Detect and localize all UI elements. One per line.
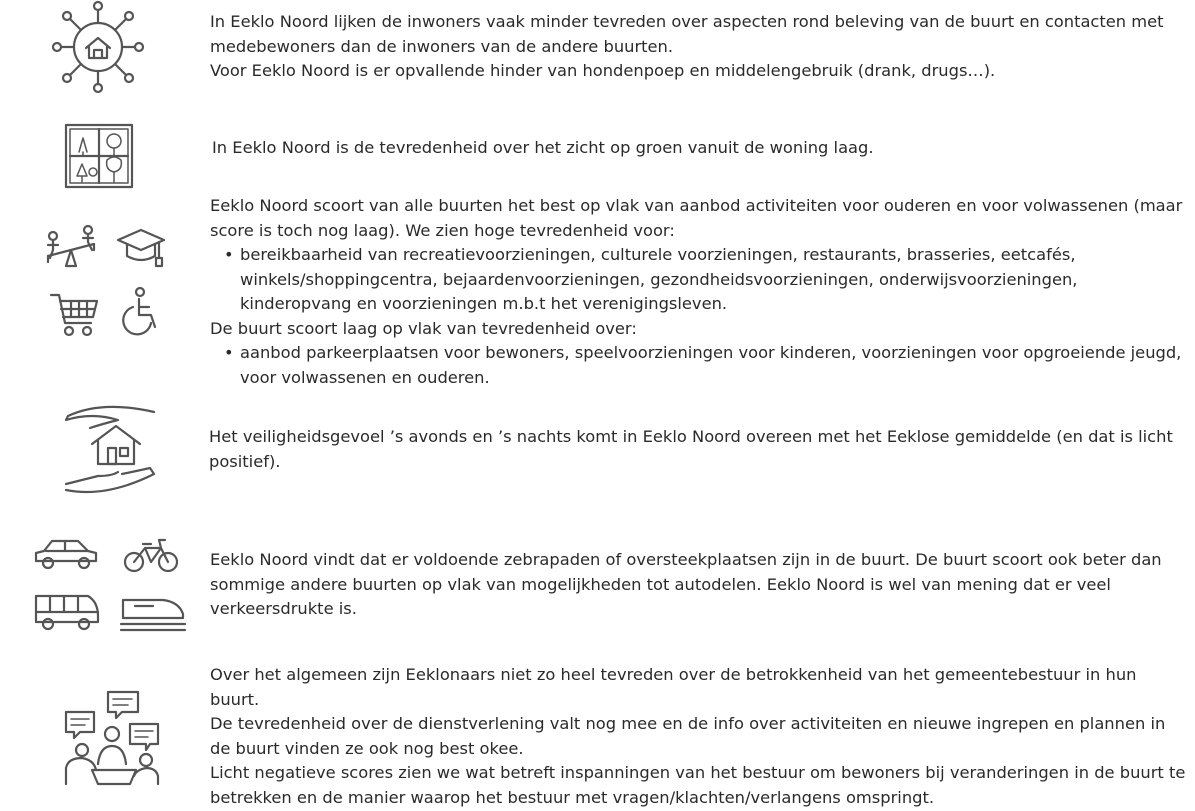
positive-list <box>210 243 1185 317</box>
section-governance <box>210 663 1190 810</box>
section-facilities <box>210 194 1185 390</box>
train-icon <box>119 596 187 632</box>
facilities-intro: Eeklo Noord scoort van alle buurten het best op vlak van aanbod activiteiten voor ouderen en voor volwassenen (maar score is toch nog laag). We zien hoge tevredenheid voor: <box>210 196 1183 240</box>
list-item: • aanbod parkeerplaatsen voor bewoners, speelvoorzieningen voor kinderen, voorzieningen voor opgroeiende jeugd, voor volwassenen en ouderen. <box>240 341 1185 390</box>
car-icon <box>32 537 100 571</box>
paragraph: In Eeklo Noord is de tevredenheid over het zicht op groen vanuit de woning laag. <box>212 138 874 157</box>
meeting-speech-bubbles-icon <box>62 690 162 790</box>
bus-icon <box>32 592 100 632</box>
section-green-view <box>212 136 1182 161</box>
section-safety <box>209 425 1184 474</box>
paragraph: Eeklo Noord vindt dat er voldoende zebrapaden of oversteekplaatsen zijn in de buurt. De buurt scoort ook beter dan sommige andere buurten op vlak van mogelijkheden tot autodelen. Eeklo Noord is wel van mening dat er veel verkeersdrukte is. <box>210 550 1162 618</box>
hands-protecting-house-icon <box>62 404 158 498</box>
paragraph: Over het algemeen zijn Eeklonaars niet zo heel tevreden over de betrokkenheid van het gemeentebestuur in hun buurt. <box>210 665 1137 709</box>
section-traffic <box>210 548 1170 622</box>
section-community <box>210 10 1185 84</box>
wheelchair-icon <box>117 287 163 337</box>
bicycle-icon <box>123 536 179 574</box>
paragraph: Voor Eeklo Noord is er opvallende hinder van hondenpoep en middelengebruik (drank, drugs…). <box>210 61 996 80</box>
paragraph: Het veiligheidsgevoel ’s avonds en ’s nachts komt in Eeklo Noord overeen met het Eeklose gemiddelde (en dat is licht positief). <box>209 427 1173 471</box>
graduation-cap-icon <box>116 228 166 270</box>
community-network-icon <box>52 0 148 96</box>
playground-seesaw-icon <box>44 226 100 272</box>
paragraph: Licht negatieve scores zien we wat betreft inspanningen van het bestuur om bewoners bij veranderingen in de buurt te betrekken en de manier waarop het bestuur met vragen/klachten/verlangens omspringt. <box>210 763 1186 807</box>
window-trees-icon <box>65 124 135 188</box>
paragraph: De tevredenheid over de dienstverlening valt nog mee en de info over activiteiten en nieuwe ingrepen en plannen in de buurt vinden ze ook nog best okee. <box>210 714 1166 758</box>
shopping-cart-icon <box>49 291 101 339</box>
list-item: • bereikbaarheid van recreatievoorzieningen, culturele voorzieningen, restaurants, brasseries, eetcafés, winkels/shoppingcentra, bejaardenvoorzieningen, gezondheidsvoorzieningen, onderwijsvoorzieningen, kinderopvang en voorzieningen m.b.t het verenigingsleven. <box>240 243 1185 317</box>
paragraph: In Eeklo Noord lijken de inwoners vaak minder tevreden over aspecten rond beleving van de buurt en contacten met medebewoners dan de inwoners van de andere buurten. <box>210 12 1164 56</box>
negative-intro: De buurt scoort laag op vlak van tevredenheid over: <box>210 318 637 338</box>
negative-list <box>210 341 1185 390</box>
